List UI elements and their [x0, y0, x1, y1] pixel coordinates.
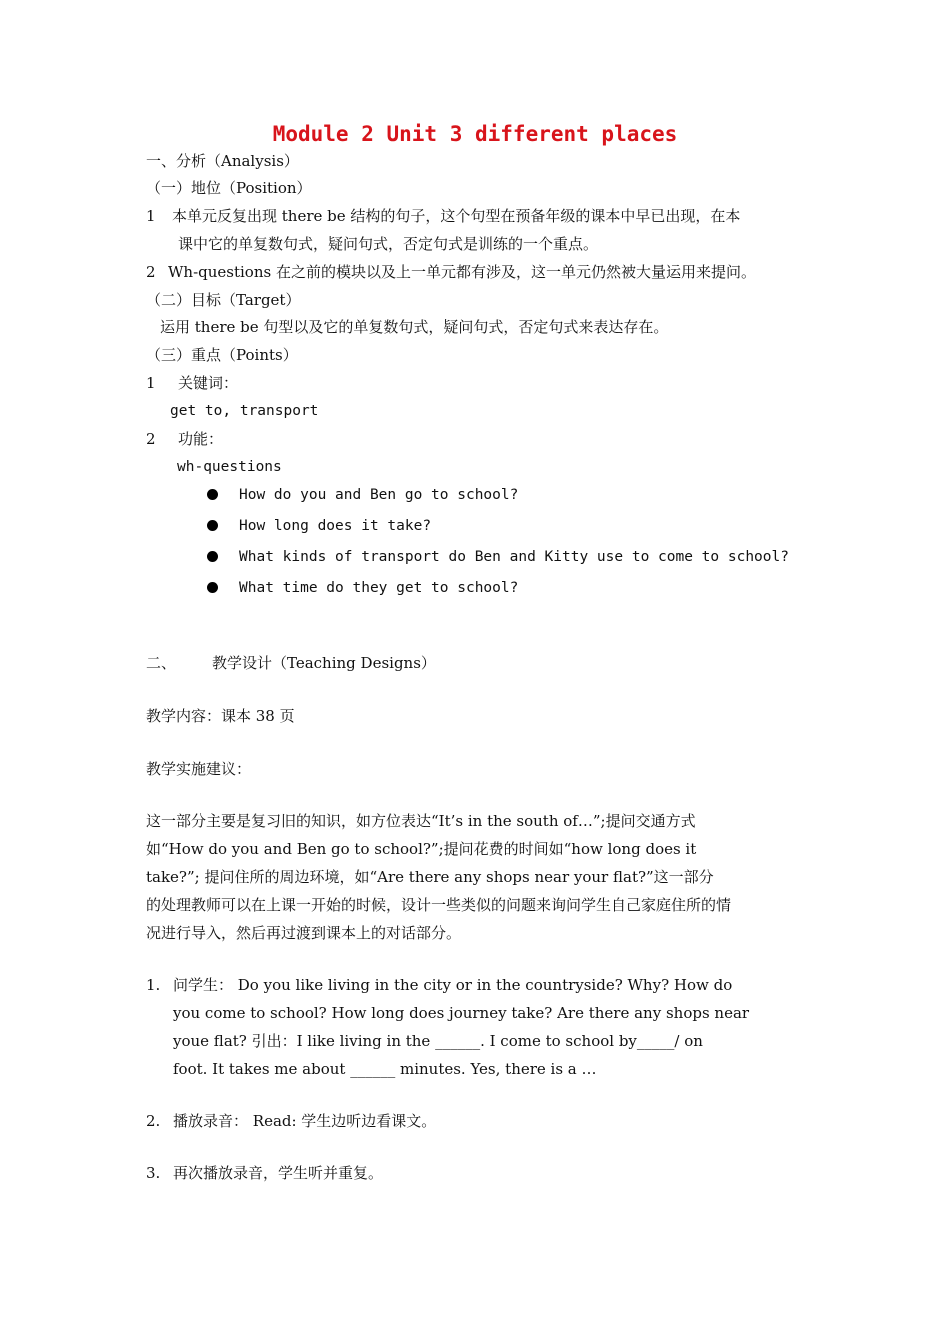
step-line: youe flat? 引出：I like living in the ______. I come to school by_____/ on: [173, 1032, 703, 1050]
target-heading: （二）目标（Target）: [146, 291, 301, 309]
points-heading: （三）重点（Points）: [146, 346, 298, 364]
question-2: How long does it take?: [239, 518, 432, 534]
position-item-2-line1: Wh-questions 在之前的模块以及上一单元都有涉及，这一单元仍然被大量运用来提问。: [168, 263, 756, 281]
step-line: you come to school? How long does journey take? Are there any shops near: [173, 1004, 750, 1022]
point-2-content: wh-questions: [177, 459, 282, 475]
question-3: What kinds of transport do Ben and Kitty use to come to school?: [239, 549, 789, 565]
step-2-text: 播放录音： Read: 学生边听边看课文。: [173, 1112, 437, 1130]
design-heading: 教学设计（Teaching Designs）: [212, 654, 436, 672]
target-text: 运用 there be 句型以及它的单复数句式，疑问句式，否定句式来表达存在。: [160, 318, 669, 336]
step-2-num: 2.: [146, 1112, 161, 1130]
step-3-num: 3.: [146, 1164, 161, 1182]
design-heading-num: 二、: [146, 654, 177, 672]
bullet-icon: [207, 489, 218, 500]
step-line: 问学生： Do you like living in the city or in the countryside? Why? How do: [173, 976, 733, 994]
document-title: Module 2 Unit 3 different places: [272, 122, 678, 146]
intro-line: 况进行导入，然后再过渡到课本上的对话部分。: [146, 924, 462, 942]
point-1-label: 关键词：: [178, 374, 239, 392]
position-item-2-num: 2: [146, 263, 156, 281]
intro-line: 如“How do you and Ben go to school?”;提问花费的时间如“how long does it: [146, 840, 697, 858]
step-3-text: 再次播放录音，学生听并重复。: [173, 1164, 384, 1182]
position-item-1-line1: 本单元反复出现 there be 结构的句子，这个句型在预备年级的课本中早已出现，在本: [172, 207, 741, 225]
intro-paragraph: [146, 807, 806, 947]
design-content: 教学内容：课本 38 页: [146, 707, 295, 725]
intro-line: 这一部分主要是复习旧的知识，如方位表达“It’s in the south of…”;提问交通方式: [146, 812, 696, 830]
point-2-num: 2: [146, 430, 156, 448]
intro-line: take?”; 提问住所的周边环境，如“Are there any shops near your flat?”这一部分: [146, 868, 714, 886]
step-1-num: 1.: [146, 976, 161, 994]
bullet-icon: [207, 520, 218, 531]
bullet-icon: [207, 551, 218, 562]
design-suggest: 教学实施建议：: [146, 760, 252, 778]
question-1: How do you and Ben go to school?: [239, 487, 519, 503]
position-item-1-num: 1: [146, 207, 156, 225]
step-line: foot. It takes me about ______ minutes. Yes, there is a …: [173, 1060, 597, 1078]
analysis-heading: 一、分析（Analysis）: [146, 152, 299, 170]
point-1-content: get to, transport: [170, 403, 319, 419]
bullet-icon: [207, 582, 218, 593]
point-2-label: 功能：: [178, 430, 224, 448]
step-1-text: [173, 971, 807, 1083]
question-4: What time do they get to school?: [239, 580, 519, 596]
intro-line: 的处理教师可以在上课一开始的时候，设计一些类似的问题来询问学生自己家庭住所的情: [146, 896, 732, 914]
position-heading: （一）地位（Position）: [146, 179, 312, 197]
point-1-num: 1: [146, 374, 156, 392]
position-item-1-line2: 课中它的单复数句式，疑问句式，否定句式是训练的一个重点。: [178, 235, 599, 253]
